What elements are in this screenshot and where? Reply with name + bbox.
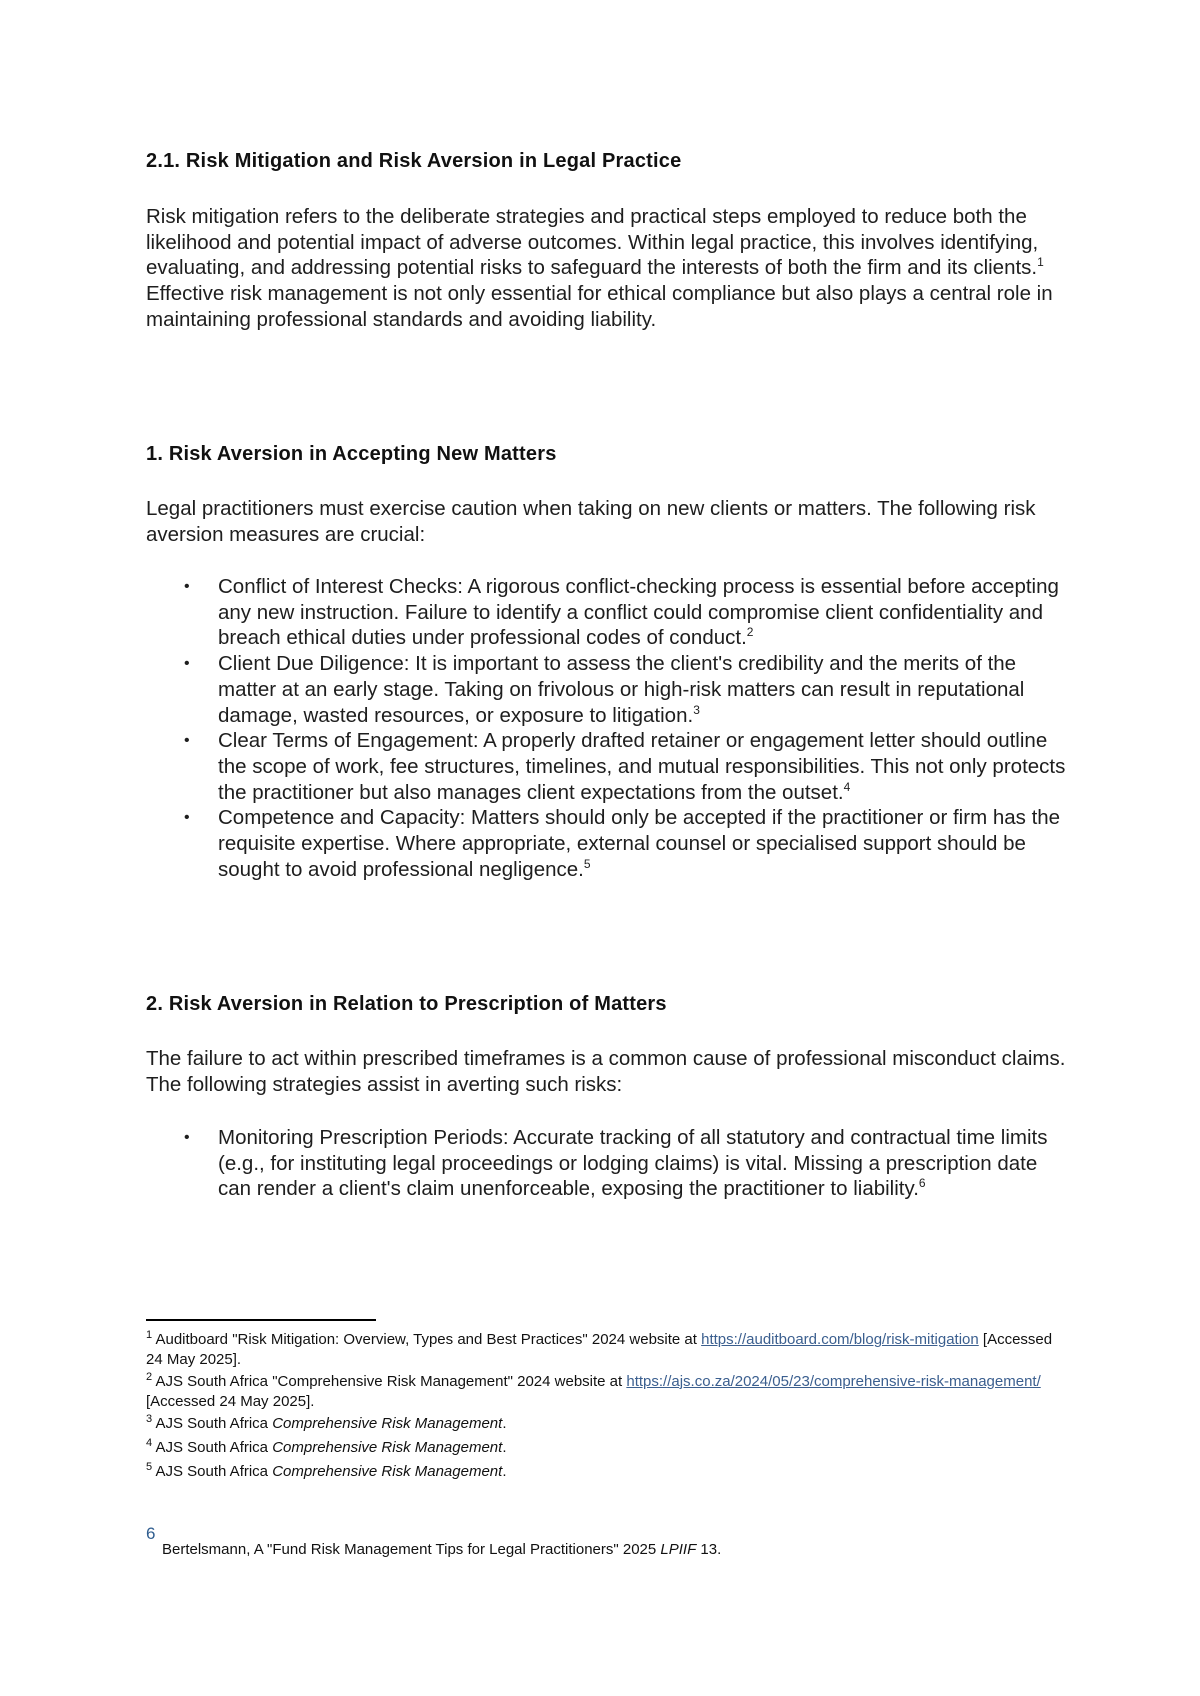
footnote-2: $^2$ AJS South Africa "Comprehensive Risk Management" 2024 website at https://ajs.co.za/2024/05/23/comprehensive-risk-management/ [Accessed 24 May 2025]. <box>146 1371 1041 1410</box>
bullet-icon: • <box>184 809 190 827</box>
footnote-ref-6[interactable]: 6 <box>918 1176 926 1191</box>
subsection-1-heading: 1. Risk Aversion in Accepting New Matters <box>146 443 557 465</box>
page-number: 6 <box>146 1524 156 1543</box>
list-item: • Conflict of Interest Checks: A rigorous conflict-checking process is essential before accepting any new instruction. Failure to identify a conflict could compromise client confidentiality and breach ethical duties under professional codes of conduct.$^2$ <box>184 575 1059 650</box>
list-item: • Monitoring Prescription Periods: Accurate tracking of all statutory and contractual time limits (e.g., for instituting legal proceedings or lodging claims) is vital. Missing a prescription date can render a client's claim unenforceable, exposing the practitioner to liability.$^6$ <box>184 1126 1048 1201</box>
bullet-icon: • <box>184 732 190 750</box>
intro-paragraph: Risk mitigation refers to the deliberate strategies and practical steps employed to reduce both the likelihood and potential impact of adverse outcomes. Within legal practice, this involves identifying, evaluating, and addressing potential risks to safeguard the interests of both the firm and its clients.$^1$ Effective risk management is not only essential for ethical compliance but also plays a central role in maintaining professional standards and avoiding liability. <box>146 205 1053 331</box>
subsection-1-list <box>146 574 1068 882</box>
footnote-ref-4[interactable]: 4 <box>843 779 851 794</box>
list-item: • Clear Terms of Engagement: A properly drafted retainer or engagement letter should outline the scope of work, fee structures, timelines, and mutual responsibilities. This not only protects the practitioner but also manages client expectations from the outset.$^4$ <box>184 729 1066 804</box>
footnote-5: $^5$ AJS South Africa Comprehensive Risk Management. <box>146 1461 507 1480</box>
section-heading: 2.1. Risk Mitigation and Risk Aversion in Legal Practice <box>146 150 682 172</box>
footnote-ref-2[interactable]: 2 <box>746 625 754 640</box>
footnote-ref-5[interactable]: 5 <box>583 856 591 871</box>
footnote-1-link[interactable]: https://auditboard.com/blog/risk-mitigation <box>701 1331 979 1348</box>
footnote-separator <box>146 1319 376 1321</box>
list-item: • Competence and Capacity: Matters should only be accepted if the practitioner or firm has the requisite expertise. Where appropriate, external counsel or specialised support should be sought to avoid professional negligence.$^5$ <box>184 806 1061 881</box>
subsection-1-lead: Legal practitioners must exercise caution when taking on new clients or matters. The following risk aversion measures are crucial: <box>146 497 1036 546</box>
footnote-ref-1[interactable]: 1 <box>1037 255 1044 270</box>
subsection-2-lead: The failure to act within prescribed timeframes is a common cause of professional misconduct claims. The following strategies assist in averting such risks: <box>146 1047 1066 1096</box>
list-item: • Client Due Diligence: It is important to assess the client's credibility and the merits of the matter at an early stage. Taking on frivolous or high-risk matters can result in reputational damage, wasted resources, or exposure to litigation.$^3$ <box>184 652 1025 727</box>
footnote-ref-3[interactable]: 3 <box>693 702 700 717</box>
footnote-2-link[interactable]: https://ajs.co.za/2024/05/23/comprehensive-risk-management/ <box>626 1373 1041 1390</box>
bullet-icon: • <box>184 655 190 673</box>
subsection-2-list <box>146 1125 1068 1202</box>
footnote-1: $^1$ Auditboard "Risk Mitigation: Overview, Types and Best Practices" 2024 website at https://auditboard.com/blog/risk-mitigation [Accessed 24 May 2025]. <box>146 1329 1053 1368</box>
footnote-3: $^3$ AJS South Africa Comprehensive Risk Management. <box>146 1413 507 1432</box>
footnote-4: $^4$ AJS South Africa Comprehensive Risk Management. <box>146 1437 507 1456</box>
footnote-6: Bertelsmann, A "Fund Risk Management Tips for Legal Practitioners" 2025 LPIIF 13. <box>162 1541 722 1558</box>
bullet-icon: • <box>184 1129 190 1146</box>
subsection-2-heading: 2. Risk Aversion in Relation to Prescription of Matters <box>146 993 667 1015</box>
bullet-icon: • <box>184 578 190 595</box>
